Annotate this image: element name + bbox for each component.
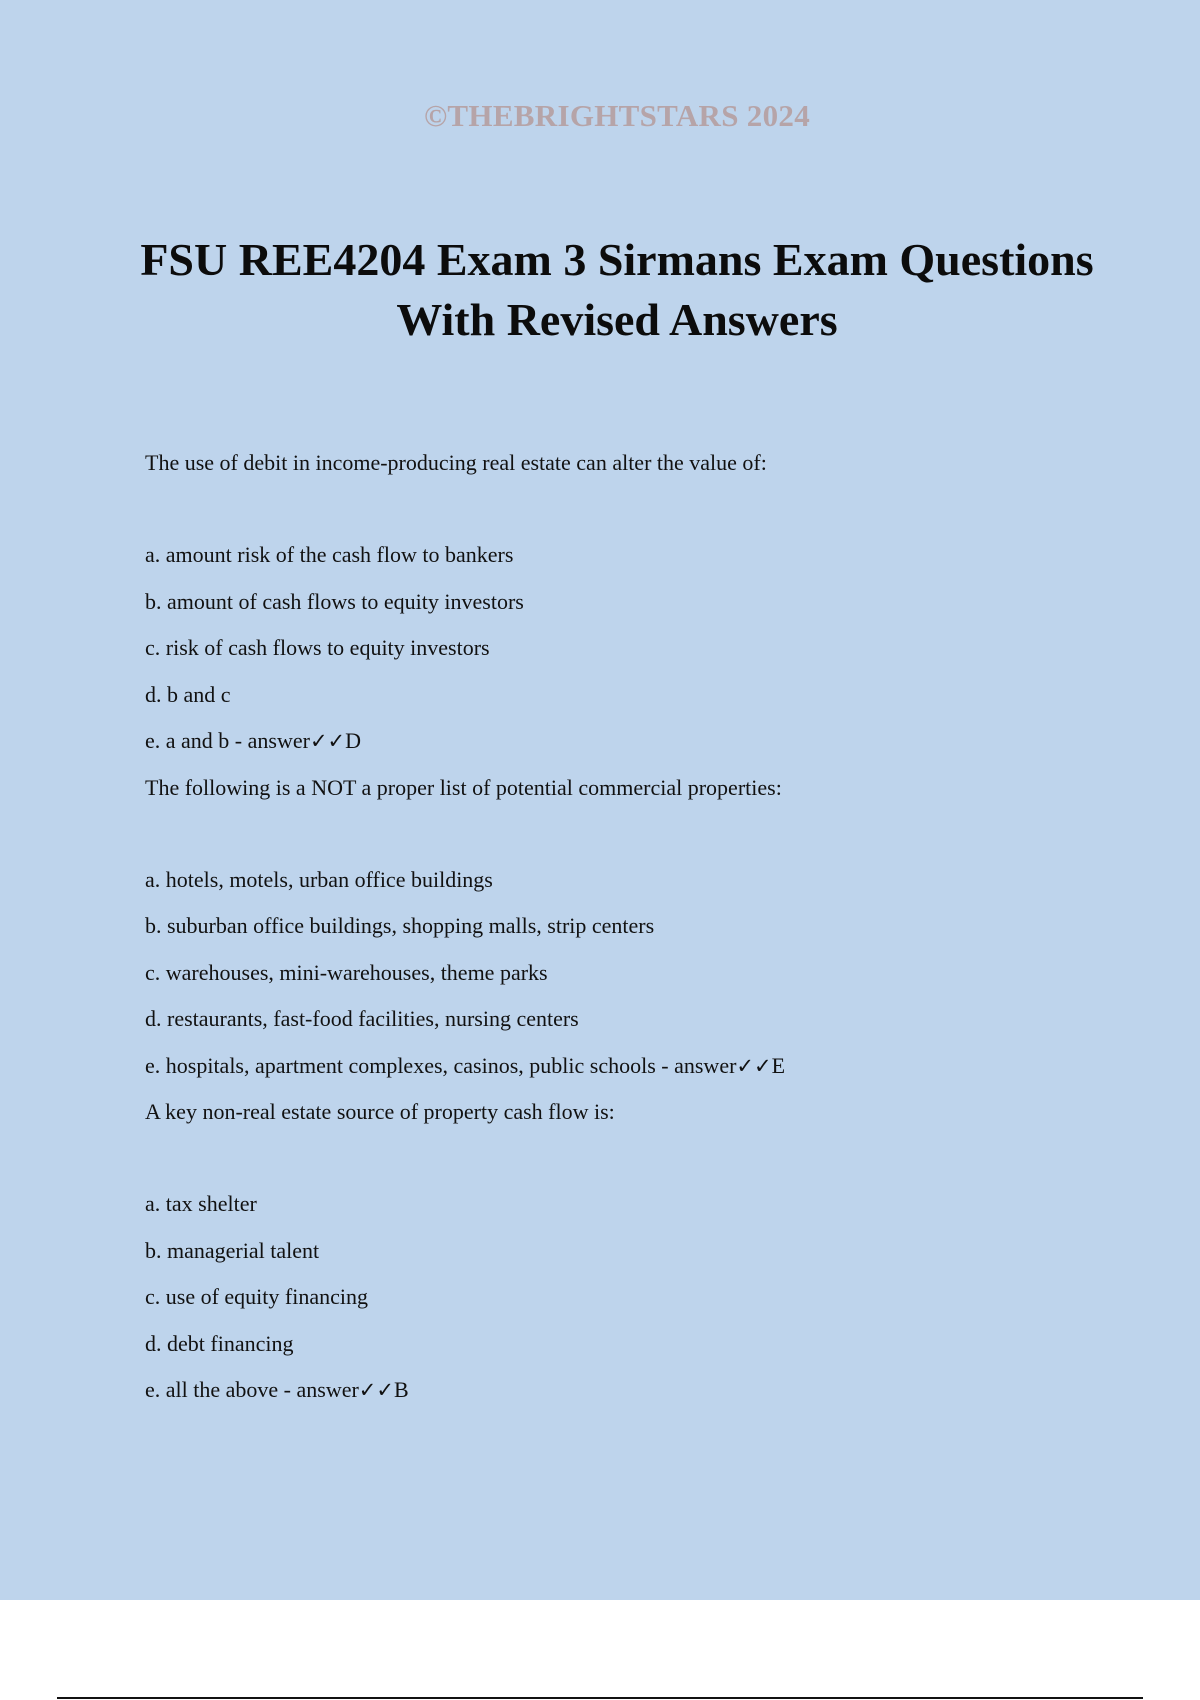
question-prompt: A key non-real estate source of property cash flow is: xyxy=(145,1099,615,1124)
answer-option-with-key xyxy=(145,1051,1145,1081)
answer-option-text: e. a and b - answer xyxy=(145,728,310,753)
watermark: ©THEBRIGHTSTARS 2024 xyxy=(423,98,811,133)
answer-option-text: e. all the above - answer xyxy=(145,1377,359,1402)
answer-option: d. b and c xyxy=(145,681,231,707)
answer-key: E xyxy=(771,1052,786,1078)
answer-option: a. hotels, motels, urban office buildings xyxy=(145,866,493,892)
question-block xyxy=(145,448,1145,756)
question-block xyxy=(145,1097,1145,1405)
question-block xyxy=(145,773,1145,1081)
answer-option: c. use of equity financing xyxy=(145,1284,368,1309)
question-prompt: The following is a NOT a proper list of potential commercial properties: xyxy=(145,774,782,800)
answer-key: D xyxy=(345,728,362,753)
answer-option: b. amount of cash flows to equity investors xyxy=(145,588,524,614)
answer-option: b. suburban office buildings, shopping malls, strip centers xyxy=(145,913,655,938)
answer-option: a. amount risk of the cash flow to bankers xyxy=(145,542,514,567)
checkmark-icon: ✓✓ xyxy=(736,1053,772,1078)
document-title: FSU REE4204 Exam 3 Sirmans Exam Questions With Revised Answers xyxy=(140,234,1094,345)
answer-option: d. restaurants, fast-food facilities, nursing centers xyxy=(145,1006,579,1031)
answer-option: c. warehouses, mini-warehouses, theme parks xyxy=(145,959,548,985)
answer-key: B xyxy=(394,1377,409,1402)
answer-option: c. risk of cash flows to equity investors xyxy=(145,635,490,660)
answer-option: b. managerial talent xyxy=(145,1237,320,1263)
document-body xyxy=(145,448,1145,1422)
footer-rule xyxy=(57,1697,1143,1699)
answer-option: d. debt financing xyxy=(145,1330,294,1356)
checkmark-icon: ✓✓ xyxy=(358,1378,394,1402)
question-prompt: The use of debit in income-producing real estate can alter the value of: xyxy=(145,450,767,475)
checkmark-icon: ✓✓ xyxy=(309,729,346,753)
answer-option-with-key xyxy=(145,1375,1145,1405)
answer-option-text: e. hospitals, apartment complexes, casinos, public schools - answer xyxy=(145,1052,737,1078)
answer-option: a. tax shelter xyxy=(145,1191,257,1216)
answer-option-with-key xyxy=(145,726,1145,756)
